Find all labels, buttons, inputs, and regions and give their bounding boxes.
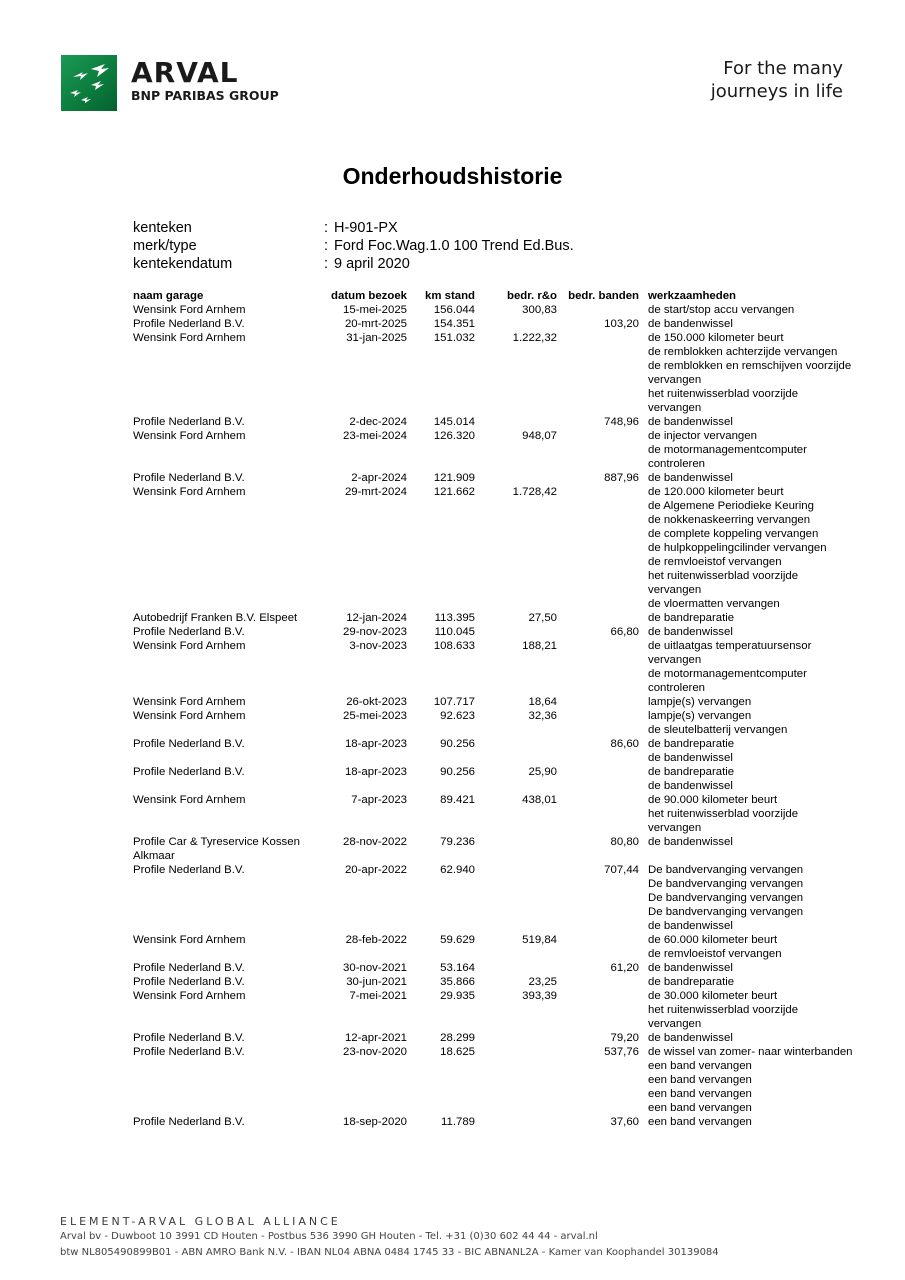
brand-block bbox=[131, 58, 279, 104]
cell-work bbox=[648, 793, 873, 835]
cell-garage: Wensink Ford Arnhem bbox=[133, 430, 246, 442]
table-row bbox=[133, 639, 873, 695]
cell-km: 89.421 bbox=[440, 794, 475, 806]
cell-work bbox=[648, 975, 873, 989]
cell-datum: 3-nov-2023 bbox=[349, 640, 407, 652]
cell-work bbox=[648, 835, 873, 849]
work-line: De bandvervanging vervangen bbox=[648, 878, 804, 890]
cell-work bbox=[648, 429, 873, 471]
work-line: De bandvervanging vervangen bbox=[648, 906, 804, 918]
table-row bbox=[133, 471, 873, 485]
cell-garage: Wensink Ford Arnhem bbox=[133, 332, 246, 344]
cell-datum: 29-mrt-2024 bbox=[344, 486, 407, 498]
cell-garage: Profile Nederland B.V. bbox=[133, 864, 245, 876]
work-line: de motormanagementcomputer bbox=[648, 444, 807, 456]
work-line: de bandenwissel bbox=[648, 836, 733, 848]
table-row bbox=[133, 429, 873, 471]
footer bbox=[60, 1215, 719, 1261]
cell-datum: 2-apr-2024 bbox=[351, 472, 407, 484]
work-line: de start/stop accu vervangen bbox=[648, 304, 795, 316]
cell-work bbox=[648, 933, 873, 961]
cell-garage: Profile Nederland B.V. bbox=[133, 738, 245, 750]
work-line: lampje(s) vervangen bbox=[648, 696, 752, 708]
work-line: vervangen bbox=[648, 654, 702, 666]
work-line: de 60.000 kilometer beurt bbox=[648, 934, 778, 946]
info-label: kentekendatum bbox=[133, 256, 233, 272]
cell-datum: 31-jan-2025 bbox=[346, 332, 407, 344]
cell-km: 154.351 bbox=[433, 318, 475, 330]
cell-garage: Wensink Ford Arnhem bbox=[133, 640, 246, 652]
cell-work bbox=[648, 639, 873, 695]
cell-datum: 20-apr-2022 bbox=[344, 864, 407, 876]
work-line: de bandenwissel bbox=[648, 626, 733, 638]
cell-km: 121.909 bbox=[433, 472, 475, 484]
cell-garage: Profile Nederland B.V. bbox=[133, 976, 245, 988]
cell-km: 53.164 bbox=[440, 962, 475, 974]
cell-datum: 18-sep-2020 bbox=[343, 1116, 407, 1128]
cell-garage: Profile Nederland B.V. bbox=[133, 1032, 245, 1044]
header-km: km stand bbox=[424, 290, 475, 302]
work-line: controleren bbox=[648, 458, 705, 470]
table-row bbox=[133, 835, 873, 863]
work-line: vervangen bbox=[648, 1018, 702, 1030]
table-row bbox=[133, 611, 873, 625]
table-row bbox=[133, 709, 873, 737]
cell-datum: 23-nov-2020 bbox=[343, 1046, 407, 1058]
tagline-line-2: journeys in life bbox=[710, 81, 843, 102]
cell-garage: Autobedrijf Franken B.V. Elspeet bbox=[133, 612, 298, 624]
cell-ro: 300,83 bbox=[522, 304, 557, 316]
work-line: de bandenwissel bbox=[648, 752, 733, 764]
work-line: de bandenwissel bbox=[648, 1032, 733, 1044]
footer-bank: btw NL805490899B01 - ABN AMRO Bank N.V. - IBAN NL04 ABNA 0484 1745 33 - BIC ABNANL2A - Kamer van Koophandel 30139084 bbox=[60, 1247, 719, 1258]
cell-garage: Profile Nederland B.V. bbox=[133, 1046, 245, 1058]
work-line: De bandvervanging vervangen bbox=[648, 864, 804, 876]
work-line: de hulpkoppelingcilinder vervangen bbox=[648, 542, 827, 554]
work-line: een band vervangen bbox=[648, 1116, 752, 1128]
cell-km: 126.320 bbox=[433, 430, 475, 442]
work-line: de injector vervangen bbox=[648, 430, 757, 442]
work-line: De bandvervanging vervangen bbox=[648, 892, 804, 904]
cell-km: 18.625 bbox=[440, 1046, 475, 1058]
table-row bbox=[133, 961, 873, 975]
cell-km: 145.014 bbox=[433, 416, 475, 428]
cell-garage: Wensink Ford Arnhem bbox=[133, 990, 246, 1002]
table-row bbox=[133, 793, 873, 835]
cell-garage: Wensink Ford Arnhem bbox=[133, 794, 246, 806]
cell-km: 59.629 bbox=[440, 934, 475, 946]
header-work: werkzaamheden bbox=[648, 290, 736, 302]
work-line: de remblokken achterzijde vervangen bbox=[648, 346, 838, 358]
work-line: de uitlaatgas temperatuursensor bbox=[648, 640, 812, 652]
cell-ro: 18,64 bbox=[528, 696, 557, 708]
info-label: merk/type bbox=[133, 238, 197, 254]
page-title: Onderhoudshistorie bbox=[342, 163, 563, 189]
cell-work bbox=[648, 471, 873, 485]
cell-km: 113.395 bbox=[434, 612, 475, 624]
work-line: lampje(s) vervangen bbox=[648, 710, 752, 722]
cell-banden: 66,80 bbox=[610, 626, 639, 638]
cell-datum: 18-apr-2023 bbox=[344, 738, 407, 750]
header-banden: bedr. banden bbox=[568, 290, 639, 302]
work-line: een band vervangen bbox=[648, 1074, 752, 1086]
work-line: de 120.000 kilometer beurt bbox=[648, 486, 784, 498]
work-line: vervangen bbox=[648, 374, 702, 386]
cell-datum: 25-mei-2023 bbox=[343, 710, 407, 722]
vehicle-info-row bbox=[133, 219, 574, 237]
work-line: de sleutelbatterij vervangen bbox=[648, 724, 788, 736]
work-line: de remvloeistof vervangen bbox=[648, 556, 782, 568]
info-value: H-901-PX bbox=[334, 220, 398, 236]
cell-ro: 25,90 bbox=[528, 766, 557, 778]
cell-banden: 86,60 bbox=[610, 738, 639, 750]
cell-km: 156.044 bbox=[433, 304, 475, 316]
footer-alliance: ELEMENT-ARVAL GLOBAL ALLIANCE bbox=[60, 1215, 341, 1228]
info-colon: : bbox=[324, 256, 329, 272]
table-row bbox=[133, 765, 873, 793]
table-row bbox=[133, 317, 873, 331]
table-row bbox=[133, 1031, 873, 1045]
cell-garage: Profile Nederland B.V. bbox=[133, 1116, 245, 1128]
table-row bbox=[133, 415, 873, 429]
work-line: de bandenwissel bbox=[648, 472, 733, 484]
header-garage: naam garage bbox=[133, 290, 204, 302]
cell-banden: 103,20 bbox=[604, 318, 639, 330]
work-line: de nokkenaskeerring vervangen bbox=[648, 514, 811, 526]
cell-km: 35.866 bbox=[440, 976, 475, 988]
info-label: kenteken bbox=[133, 220, 192, 236]
brand-name: ARVAL bbox=[131, 56, 239, 89]
work-line: de bandenwissel bbox=[648, 416, 733, 428]
work-line: het ruitenwisserblad voorzijde bbox=[648, 808, 799, 820]
vehicle-info-row bbox=[133, 237, 574, 255]
brand-subtitle: BNP PARIBAS GROUP bbox=[131, 88, 279, 103]
work-line: de wissel van zomer- naar winterbanden bbox=[648, 1046, 853, 1058]
cell-datum: 23-mei-2024 bbox=[343, 430, 407, 442]
cell-ro: 438,01 bbox=[522, 794, 557, 806]
cell-work bbox=[648, 303, 873, 317]
work-line: een band vervangen bbox=[648, 1088, 752, 1100]
cell-garage: Wensink Ford Arnhem bbox=[133, 486, 246, 498]
cell-datum: 15-mei-2025 bbox=[343, 304, 407, 316]
cell-garage: Wensink Ford Arnhem bbox=[133, 304, 246, 316]
cell-work bbox=[648, 611, 873, 625]
cell-km: 90.256 bbox=[440, 738, 475, 750]
work-line: vervangen bbox=[648, 584, 702, 596]
work-line: de 30.000 kilometer beurt bbox=[648, 990, 778, 1002]
cell-km: 92.623 bbox=[440, 710, 475, 722]
work-line: de motormanagementcomputer bbox=[648, 668, 807, 680]
cell-ro: 1.728,42 bbox=[512, 486, 557, 498]
cell-banden: 61,20 bbox=[610, 962, 639, 974]
cell-work bbox=[648, 1115, 873, 1129]
cell-work bbox=[648, 765, 873, 793]
table-row bbox=[133, 989, 873, 1031]
cell-km: 108.633 bbox=[433, 640, 475, 652]
cell-garage: Wensink Ford Arnhem bbox=[133, 710, 246, 722]
cell-datum: 30-nov-2021 bbox=[343, 962, 407, 974]
cell-ro: 27,50 bbox=[528, 612, 557, 624]
work-line: het ruitenwisserblad voorzijde bbox=[648, 570, 799, 582]
cell-datum: 20-mrt-2025 bbox=[344, 318, 407, 330]
cell-datum: 28-feb-2022 bbox=[345, 934, 407, 946]
cell-garage: Profile Nederland B.V. bbox=[133, 766, 245, 778]
tagline bbox=[711, 57, 843, 103]
work-line: het ruitenwisserblad voorzijde bbox=[648, 388, 799, 400]
work-line: een band vervangen bbox=[648, 1102, 752, 1114]
cell-datum: 28-nov-2022 bbox=[343, 836, 407, 848]
cell-work bbox=[648, 485, 873, 611]
cell-banden: 537,76 bbox=[604, 1046, 639, 1058]
work-line: de bandreparatie bbox=[648, 766, 735, 778]
cell-km: 11.789 bbox=[441, 1116, 475, 1128]
cell-work bbox=[648, 331, 873, 415]
cell-garage: Profile Nederland B.V. bbox=[133, 416, 245, 428]
cell-garage: Profile Nederland B.V. bbox=[133, 318, 245, 330]
cell-work bbox=[648, 415, 873, 429]
cell-km: 151.032 bbox=[433, 332, 475, 344]
table-row bbox=[133, 695, 873, 709]
work-line: de bandreparatie bbox=[648, 976, 735, 988]
work-line: de complete koppeling vervangen bbox=[648, 528, 819, 540]
cell-km: 121.662 bbox=[433, 486, 475, 498]
cell-garage: Wensink Ford Arnhem bbox=[133, 934, 246, 946]
table-row bbox=[133, 1045, 873, 1115]
cell-ro: 1.222,32 bbox=[512, 332, 557, 344]
cell-garage: Wensink Ford Arnhem bbox=[133, 696, 246, 708]
cell-datum: 18-apr-2023 bbox=[344, 766, 407, 778]
cell-garage: Profile Nederland B.V. bbox=[133, 472, 245, 484]
cell-datum: 12-jan-2024 bbox=[346, 612, 407, 624]
cell-ro: 948,07 bbox=[522, 430, 557, 442]
vehicle-info bbox=[133, 219, 574, 273]
work-line: vervangen bbox=[648, 402, 702, 414]
vehicle-info-row bbox=[133, 255, 574, 273]
header-datum: datum bezoek bbox=[331, 290, 407, 302]
table-row bbox=[133, 331, 873, 415]
table-row bbox=[133, 975, 873, 989]
table-row bbox=[133, 1115, 873, 1129]
work-line: controleren bbox=[648, 682, 705, 694]
cell-datum: 26-okt-2023 bbox=[346, 696, 407, 708]
work-line: de Algemene Periodieke Keuring bbox=[648, 500, 814, 512]
cell-datum: 12-apr-2021 bbox=[344, 1032, 407, 1044]
work-line: de bandreparatie bbox=[648, 612, 735, 624]
cell-work bbox=[648, 625, 873, 639]
tagline-line-1: For the many bbox=[723, 58, 843, 79]
header-ro: bedr. r&o bbox=[506, 290, 557, 302]
cell-ro: 32,36 bbox=[528, 710, 557, 722]
info-colon: : bbox=[324, 238, 329, 254]
cell-work bbox=[648, 863, 873, 933]
work-line: de bandreparatie bbox=[648, 738, 735, 750]
cell-ro: 188,21 bbox=[522, 640, 557, 652]
cell-work bbox=[648, 709, 873, 737]
work-line: het ruitenwisserblad voorzijde bbox=[648, 1004, 799, 1016]
table-row bbox=[133, 737, 873, 765]
cell-km: 28.299 bbox=[440, 1032, 475, 1044]
footer-address: Arval bv - Duwboot 10 3991 CD Houten - Postbus 536 3990 GH Houten - Tel. +31 (0)30 602 44 44 - arval.nl bbox=[60, 1231, 598, 1242]
cell-ro: 393,39 bbox=[522, 990, 557, 1002]
cell-datum: 29-nov-2023 bbox=[343, 626, 407, 638]
work-line: de bandenwissel bbox=[648, 318, 733, 330]
cell-work bbox=[648, 961, 873, 975]
cell-banden: 707,44 bbox=[604, 864, 639, 876]
work-line: vervangen bbox=[648, 822, 702, 834]
cell-ro: 23,25 bbox=[528, 976, 557, 988]
work-line: de 90.000 kilometer beurt bbox=[648, 794, 778, 806]
cell-work bbox=[648, 1045, 873, 1115]
cell-banden: 80,80 bbox=[610, 836, 639, 848]
info-colon: : bbox=[324, 220, 329, 236]
cell-work bbox=[648, 695, 873, 709]
cell-garage: Profile Car & Tyreservice Kossen Alkmaar bbox=[133, 836, 300, 862]
cell-datum: 30-jun-2021 bbox=[346, 976, 407, 988]
cell-banden: 79,20 bbox=[610, 1032, 639, 1044]
cell-work bbox=[648, 317, 873, 331]
cell-work bbox=[648, 989, 873, 1031]
cell-km: 110.045 bbox=[434, 626, 475, 638]
cell-work bbox=[648, 737, 873, 765]
maintenance-table bbox=[133, 289, 873, 1129]
cell-datum: 7-mei-2021 bbox=[349, 990, 407, 1002]
cell-datum: 2-dec-2024 bbox=[349, 416, 407, 428]
table-row bbox=[133, 863, 873, 933]
cell-km: 62.940 bbox=[440, 864, 475, 876]
cell-banden: 748,96 bbox=[604, 416, 639, 428]
table-row bbox=[133, 485, 873, 611]
info-value: 9 april 2020 bbox=[334, 256, 410, 272]
work-line: de remblokken en remschijven voorzijde bbox=[648, 360, 852, 372]
cell-km: 90.256 bbox=[440, 766, 475, 778]
work-line: de vloermatten vervangen bbox=[648, 598, 780, 610]
cell-km: 29.935 bbox=[440, 990, 475, 1002]
cell-ro: 519,84 bbox=[522, 934, 557, 946]
table-row bbox=[133, 303, 873, 317]
cell-banden: 37,60 bbox=[610, 1116, 639, 1128]
cell-banden: 887,96 bbox=[604, 472, 639, 484]
cell-garage: Profile Nederland B.V. bbox=[133, 626, 245, 638]
work-line: de remvloeistof vervangen bbox=[648, 948, 782, 960]
cell-km: 79.236 bbox=[440, 836, 475, 848]
info-value: Ford Foc.Wag.1.0 100 Trend Ed.Bus. bbox=[334, 238, 574, 254]
work-line: de bandenwissel bbox=[648, 780, 733, 792]
table-row bbox=[133, 625, 873, 639]
cell-garage: Profile Nederland B.V. bbox=[133, 962, 245, 974]
cell-km: 107.717 bbox=[433, 696, 475, 708]
work-line: een band vervangen bbox=[648, 1060, 752, 1072]
table-header bbox=[133, 289, 873, 303]
arval-logo bbox=[61, 55, 117, 111]
cell-work bbox=[648, 1031, 873, 1045]
work-line: de 150.000 kilometer beurt bbox=[648, 332, 784, 344]
birds-logo-icon bbox=[61, 55, 117, 111]
work-line: de bandenwissel bbox=[648, 920, 733, 932]
cell-datum: 7-apr-2023 bbox=[351, 794, 407, 806]
work-line: de bandenwissel bbox=[648, 962, 733, 974]
table-row bbox=[133, 933, 873, 961]
